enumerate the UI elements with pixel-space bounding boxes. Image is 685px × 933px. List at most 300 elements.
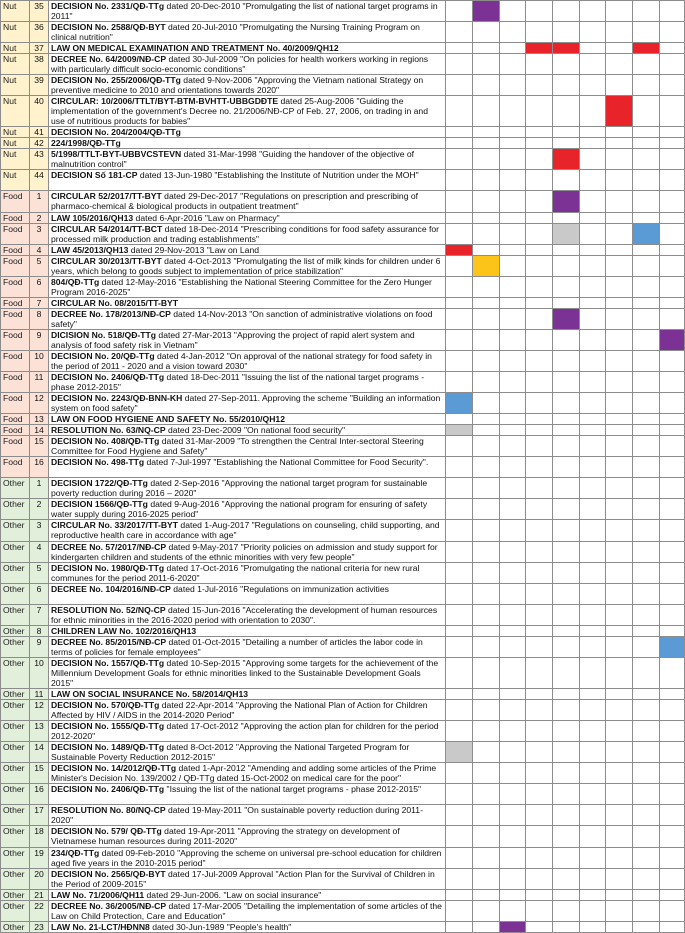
marker-cell xyxy=(473,297,500,308)
row-number: 5 xyxy=(30,255,49,276)
marker-cell xyxy=(500,54,526,75)
marker-cell xyxy=(446,138,473,149)
marker-cell xyxy=(500,393,526,414)
table-row xyxy=(1,372,685,393)
marker-cell xyxy=(606,457,633,478)
document-id: DECISION No. 498-TTg xyxy=(51,457,145,468)
marker-cell xyxy=(606,149,633,170)
marker-cell xyxy=(633,212,660,223)
row-category: Other xyxy=(1,625,30,636)
marker-cell xyxy=(660,520,685,541)
marker-cell xyxy=(660,847,685,868)
marker-cell xyxy=(500,541,526,562)
marker-cell xyxy=(553,244,580,255)
marker-cell xyxy=(633,414,660,425)
marker-cell xyxy=(606,636,633,657)
marker-cell xyxy=(553,457,580,478)
marker-cell xyxy=(500,191,526,212)
marker-cell xyxy=(473,393,500,414)
marker-cell xyxy=(526,805,553,826)
document-title: dated 1-Aug-2017 "Regulations on counseling, child supporting, and reproductive health care in accordance with age" xyxy=(51,520,440,541)
marker-cell xyxy=(580,75,606,96)
marker-cell xyxy=(526,499,553,520)
marker-cell xyxy=(660,149,685,170)
marker-cell xyxy=(633,583,660,604)
marker-cell xyxy=(660,604,685,625)
marker-cell xyxy=(606,826,633,847)
marker-cell xyxy=(633,541,660,562)
marker-cell xyxy=(606,308,633,329)
table-row xyxy=(1,276,685,297)
row-number: 21 xyxy=(30,889,49,900)
marker-cell xyxy=(526,604,553,625)
marker-cell xyxy=(580,889,606,900)
marker-cell xyxy=(553,276,580,297)
document-id: LAW ON MEDICAL EXAMINATION AND TREATMENT No. 40/2009/QH12 xyxy=(51,43,339,54)
marker-cell xyxy=(660,297,685,308)
marker-cell xyxy=(633,170,660,191)
document-title: dated 20-Dec-2010 "Promulgating the list of national target programs in 2011" xyxy=(51,1,438,21)
marker-cell xyxy=(526,191,553,212)
marker-cell xyxy=(580,457,606,478)
table-row xyxy=(1,900,685,921)
document-title: dated 19-May-2011 "On sustainable poverty reduction during 2011-2020" xyxy=(51,805,423,826)
marker-cell xyxy=(660,900,685,921)
marker-cell xyxy=(660,372,685,393)
marker-cell xyxy=(606,921,633,932)
marker-cell xyxy=(606,499,633,520)
row-category: Food xyxy=(1,393,30,414)
row-description xyxy=(49,520,446,541)
marker-cell xyxy=(446,414,473,425)
marker-cell xyxy=(633,149,660,170)
marker-cell xyxy=(580,223,606,244)
marker-cell xyxy=(473,900,500,921)
marker-cell xyxy=(446,297,473,308)
marker-cell xyxy=(553,763,580,784)
marker-cell xyxy=(500,826,526,847)
row-number: 43 xyxy=(30,149,49,170)
marker-cell xyxy=(526,763,553,784)
marker-cell xyxy=(500,223,526,244)
row-category: Other xyxy=(1,636,30,657)
marker-cell xyxy=(473,868,500,889)
marker-cell xyxy=(500,170,526,191)
marker-cell xyxy=(500,96,526,127)
row-category: Food xyxy=(1,244,30,255)
marker-cell xyxy=(526,170,553,191)
marker-cell xyxy=(606,742,633,763)
marker-cell xyxy=(580,149,606,170)
marker-cell xyxy=(526,657,553,688)
marker-cell xyxy=(606,223,633,244)
marker-cell xyxy=(526,742,553,763)
marker-cell xyxy=(580,625,606,636)
marker-cell xyxy=(473,826,500,847)
row-category: Other xyxy=(1,847,30,868)
row-description xyxy=(49,688,446,699)
document-title: dated 14-Nov-2013 "On sanction of administrative violations on food safety" xyxy=(51,308,433,329)
document-title: dated 31-Mar-1998 "Guiding the handover of the objective of malnutrition control" xyxy=(51,149,415,170)
marker-cell xyxy=(553,499,580,520)
marker-cell xyxy=(633,425,660,436)
row-description xyxy=(49,763,446,784)
marker-cell xyxy=(580,688,606,699)
row-category: Other xyxy=(1,805,30,826)
marker-cell xyxy=(473,308,500,329)
marker-cell xyxy=(580,436,606,457)
row-number: 1 xyxy=(30,191,49,212)
marker-cell xyxy=(606,541,633,562)
marker-cell xyxy=(606,43,633,54)
marker-cell xyxy=(606,436,633,457)
row-category: Nut xyxy=(1,22,30,43)
marker-cell xyxy=(473,805,500,826)
marker-cell xyxy=(633,127,660,138)
row-description xyxy=(49,868,446,889)
marker-cell-red xyxy=(553,43,580,54)
marker-cell xyxy=(633,763,660,784)
marker-cell xyxy=(580,127,606,138)
table-row xyxy=(1,688,685,699)
row-description xyxy=(49,583,446,604)
row-number: 2 xyxy=(30,212,49,223)
marker-cell xyxy=(580,414,606,425)
marker-cell xyxy=(660,43,685,54)
row-description xyxy=(49,499,446,520)
marker-cell xyxy=(633,54,660,75)
document-title: "Issuing the list of the national target programs - phase 2012-2015" xyxy=(164,784,422,795)
marker-cell xyxy=(606,688,633,699)
marker-cell xyxy=(553,805,580,826)
document-id: CIRCULAR 54/2014/TT-BCT xyxy=(51,223,163,234)
table-row xyxy=(1,805,685,826)
marker-cell xyxy=(660,657,685,688)
document-title: dated 15-Jun-2016 "Accelerating the development of human resources for ethnic minorities in the 2016-2020 period with orientation to 2030". xyxy=(51,604,438,625)
marker-cell xyxy=(633,826,660,847)
row-number: 10 xyxy=(30,350,49,371)
marker-cell xyxy=(526,889,553,900)
table-row xyxy=(1,583,685,604)
marker-cell xyxy=(580,54,606,75)
row-category: Nut xyxy=(1,149,30,170)
marker-cell xyxy=(446,350,473,371)
marker-cell xyxy=(500,276,526,297)
row-number: 12 xyxy=(30,393,49,414)
marker-cell xyxy=(473,96,500,127)
marker-cell xyxy=(526,244,553,255)
document-id: DECISION No. 1557/QĐ-TTg xyxy=(51,657,165,668)
marker-cell xyxy=(553,742,580,763)
marker-cell xyxy=(500,499,526,520)
marker-cell xyxy=(606,889,633,900)
marker-cell xyxy=(633,721,660,742)
marker-cell xyxy=(580,921,606,932)
marker-cell xyxy=(473,742,500,763)
marker-cell xyxy=(580,721,606,742)
marker-cell xyxy=(660,350,685,371)
row-number: 16 xyxy=(30,784,49,805)
marker-cell xyxy=(500,75,526,96)
marker-cell xyxy=(633,499,660,520)
table-row xyxy=(1,826,685,847)
row-number: 20 xyxy=(30,868,49,889)
row-category: Food xyxy=(1,255,30,276)
marker-cell xyxy=(553,1,580,22)
marker-cell xyxy=(606,625,633,636)
marker-cell xyxy=(606,212,633,223)
row-description xyxy=(49,657,446,688)
marker-cell xyxy=(606,805,633,826)
marker-cell xyxy=(580,22,606,43)
row-description xyxy=(49,699,446,720)
marker-cell xyxy=(660,255,685,276)
document-id: CIRCULAR 52/2017/TT-BYT xyxy=(51,191,162,202)
row-category: Other xyxy=(1,583,30,604)
row-category: Food xyxy=(1,329,30,350)
table-row xyxy=(1,170,685,191)
marker-cell xyxy=(580,244,606,255)
marker-cell xyxy=(500,414,526,425)
marker-cell xyxy=(660,393,685,414)
table-body xyxy=(1,1,685,933)
marker-cell xyxy=(500,625,526,636)
marker-cell xyxy=(553,657,580,688)
marker-cell xyxy=(606,657,633,688)
marker-cell xyxy=(553,212,580,223)
marker-cell xyxy=(446,1,473,22)
marker-cell xyxy=(526,921,553,932)
marker-cell xyxy=(446,763,473,784)
document-title: dated 13-Jun-1980 "Establishing the Institute of Nutrition under the MOH" xyxy=(137,170,419,181)
marker-cell xyxy=(606,372,633,393)
marker-cell xyxy=(633,478,660,499)
marker-cell xyxy=(633,393,660,414)
marker-cell xyxy=(660,223,685,244)
marker-cell xyxy=(633,191,660,212)
marker-cell xyxy=(526,868,553,889)
marker-cell xyxy=(580,562,606,583)
marker-cell xyxy=(526,478,553,499)
marker-cell xyxy=(660,541,685,562)
marker-cell xyxy=(500,657,526,688)
table-row xyxy=(1,127,685,138)
marker-cell xyxy=(526,900,553,921)
marker-cell xyxy=(606,22,633,43)
marker-cell xyxy=(580,276,606,297)
marker-cell xyxy=(580,393,606,414)
marker-cell xyxy=(553,868,580,889)
marker-cell xyxy=(473,212,500,223)
row-description xyxy=(49,75,446,96)
marker-cell xyxy=(633,699,660,720)
marker-cell xyxy=(580,478,606,499)
marker-cell xyxy=(580,742,606,763)
marker-cell xyxy=(553,921,580,932)
document-title: dated 10-Sep-2015 "Approving some targets for the achievement of the Millennium Development Goals for ethnic minorities linked to the Sustainable Development Goals 2015" xyxy=(51,657,439,688)
marker-cell xyxy=(553,414,580,425)
marker-cell xyxy=(500,583,526,604)
row-category: Nut xyxy=(1,43,30,54)
marker-cell xyxy=(553,889,580,900)
marker-cell xyxy=(606,868,633,889)
marker-cell xyxy=(500,478,526,499)
marker-cell xyxy=(606,784,633,805)
marker-cell xyxy=(473,276,500,297)
marker-cell xyxy=(473,889,500,900)
marker-cell xyxy=(526,22,553,43)
table-row xyxy=(1,43,685,54)
marker-cell xyxy=(526,636,553,657)
document-title: dated 17-Jul-2009 Approval "Action Plan for the Survival of Children in the Period of 2009-2015" xyxy=(51,868,435,889)
marker-cell xyxy=(606,425,633,436)
marker-cell xyxy=(580,255,606,276)
row-description xyxy=(49,541,446,562)
marker-cell xyxy=(526,784,553,805)
row-description xyxy=(49,149,446,170)
marker-cell xyxy=(446,541,473,562)
marker-cell xyxy=(553,688,580,699)
row-number: 40 xyxy=(30,96,49,127)
marker-cell xyxy=(473,478,500,499)
table-row xyxy=(1,425,685,436)
row-category: Nut xyxy=(1,75,30,96)
row-number: 23 xyxy=(30,921,49,932)
marker-cell-blue xyxy=(446,393,473,414)
document-title: dated 9-Nov-2006 "Approving the Vietnam national Strategy on preventive medicine to 2010 and orientations towards 2020" xyxy=(51,75,424,96)
row-description xyxy=(49,308,446,329)
marker-cell xyxy=(553,583,580,604)
marker-cell xyxy=(580,763,606,784)
marker-cell xyxy=(446,223,473,244)
marker-cell xyxy=(660,478,685,499)
marker-cell xyxy=(446,583,473,604)
document-title: dated 1-Jul-2016 "Regulations on immunization activities xyxy=(170,583,389,594)
document-id: RESOLUTION No. 80/NQ-CP xyxy=(51,805,166,816)
row-category: Other xyxy=(1,763,30,784)
document-id: DECISION No. 1980/QĐ-TTg xyxy=(51,562,165,573)
marker-cell xyxy=(473,721,500,742)
marker-cell xyxy=(553,255,580,276)
row-description xyxy=(49,636,446,657)
row-description xyxy=(49,297,446,308)
document-id: CIRCULAR No. 33/2017/TT-BYT xyxy=(51,520,179,531)
marker-cell xyxy=(500,138,526,149)
marker-cell xyxy=(473,223,500,244)
row-description xyxy=(49,22,446,43)
marker-cell xyxy=(606,414,633,425)
row-description xyxy=(49,191,446,212)
marker-cell xyxy=(473,54,500,75)
marker-cell xyxy=(526,393,553,414)
marker-cell xyxy=(606,170,633,191)
marker-cell xyxy=(500,900,526,921)
row-description xyxy=(49,425,446,436)
marker-cell xyxy=(446,868,473,889)
marker-cell xyxy=(500,22,526,43)
table-row xyxy=(1,75,685,96)
document-title: dated 23-Dec-2009 "On national food security" xyxy=(165,425,346,436)
marker-cell xyxy=(606,75,633,96)
row-number: 6 xyxy=(30,583,49,604)
row-number: 10 xyxy=(30,657,49,688)
table-row xyxy=(1,699,685,720)
document-id: LAW No. 21-LCT/HĐNN8 xyxy=(51,921,150,932)
marker-cell xyxy=(580,826,606,847)
marker-cell xyxy=(633,255,660,276)
marker-cell xyxy=(473,520,500,541)
table-row xyxy=(1,191,685,212)
row-description xyxy=(49,372,446,393)
document-title: dated 01-Oct-2015 "Detailing a number of articles the labor code in terms of policies for female employees" xyxy=(51,636,423,657)
marker-cell xyxy=(633,308,660,329)
row-number: 17 xyxy=(30,805,49,826)
row-category: Food xyxy=(1,425,30,436)
row-category: Food xyxy=(1,276,30,297)
document-title: dated 19-Apr-2011 "Approving the strategy on development of Vietnamese human resources during 2011-2020" xyxy=(51,826,400,847)
marker-cell xyxy=(580,699,606,720)
marker-cell xyxy=(553,604,580,625)
row-description xyxy=(49,212,446,223)
marker-cell xyxy=(633,244,660,255)
row-category: Other xyxy=(1,826,30,847)
row-description xyxy=(49,54,446,75)
marker-cell xyxy=(500,699,526,720)
marker-cell xyxy=(500,562,526,583)
marker-cell xyxy=(526,541,553,562)
row-description xyxy=(49,1,446,22)
marker-cell xyxy=(473,541,500,562)
marker-cell xyxy=(660,276,685,297)
row-category: Food xyxy=(1,372,30,393)
marker-cell xyxy=(660,583,685,604)
marker-cell xyxy=(473,372,500,393)
row-number: 13 xyxy=(30,721,49,742)
marker-cell xyxy=(446,457,473,478)
table-row xyxy=(1,657,685,688)
marker-cell xyxy=(446,22,473,43)
marker-cell xyxy=(473,138,500,149)
marker-cell xyxy=(606,604,633,625)
marker-cell xyxy=(580,868,606,889)
marker-cell xyxy=(633,688,660,699)
document-id: 804/QĐ-TTg xyxy=(51,276,100,287)
row-number: 14 xyxy=(30,425,49,436)
document-id: DECISION No. 1489/QĐ-TTg xyxy=(51,742,165,753)
row-category: Other xyxy=(1,699,30,720)
table-row xyxy=(1,625,685,636)
row-category: Other xyxy=(1,921,30,932)
marker-cell xyxy=(660,499,685,520)
marker-cell xyxy=(473,414,500,425)
marker-cell-red xyxy=(553,149,580,170)
document-title: dated 4-Oct-2013 "Promulgating the list of milk kinds for children under 6 years, which belong to goods subject to implementation of price stabilization" xyxy=(51,255,441,276)
row-category: Nut xyxy=(1,170,30,191)
row-number: 38 xyxy=(30,54,49,75)
marker-cell xyxy=(500,784,526,805)
marker-cell xyxy=(446,921,473,932)
row-description xyxy=(49,96,446,127)
marker-cell xyxy=(606,520,633,541)
document-title: dated 9-Aug-2016 "Approving the national program for ensuring of safety water supply during 2016-2025 period" xyxy=(51,499,428,520)
marker-cell xyxy=(580,43,606,54)
marker-cell xyxy=(606,350,633,371)
row-number: 16 xyxy=(30,457,49,478)
marker-cell xyxy=(580,170,606,191)
marker-cell xyxy=(606,847,633,868)
row-description xyxy=(49,276,446,297)
marker-cell xyxy=(526,372,553,393)
